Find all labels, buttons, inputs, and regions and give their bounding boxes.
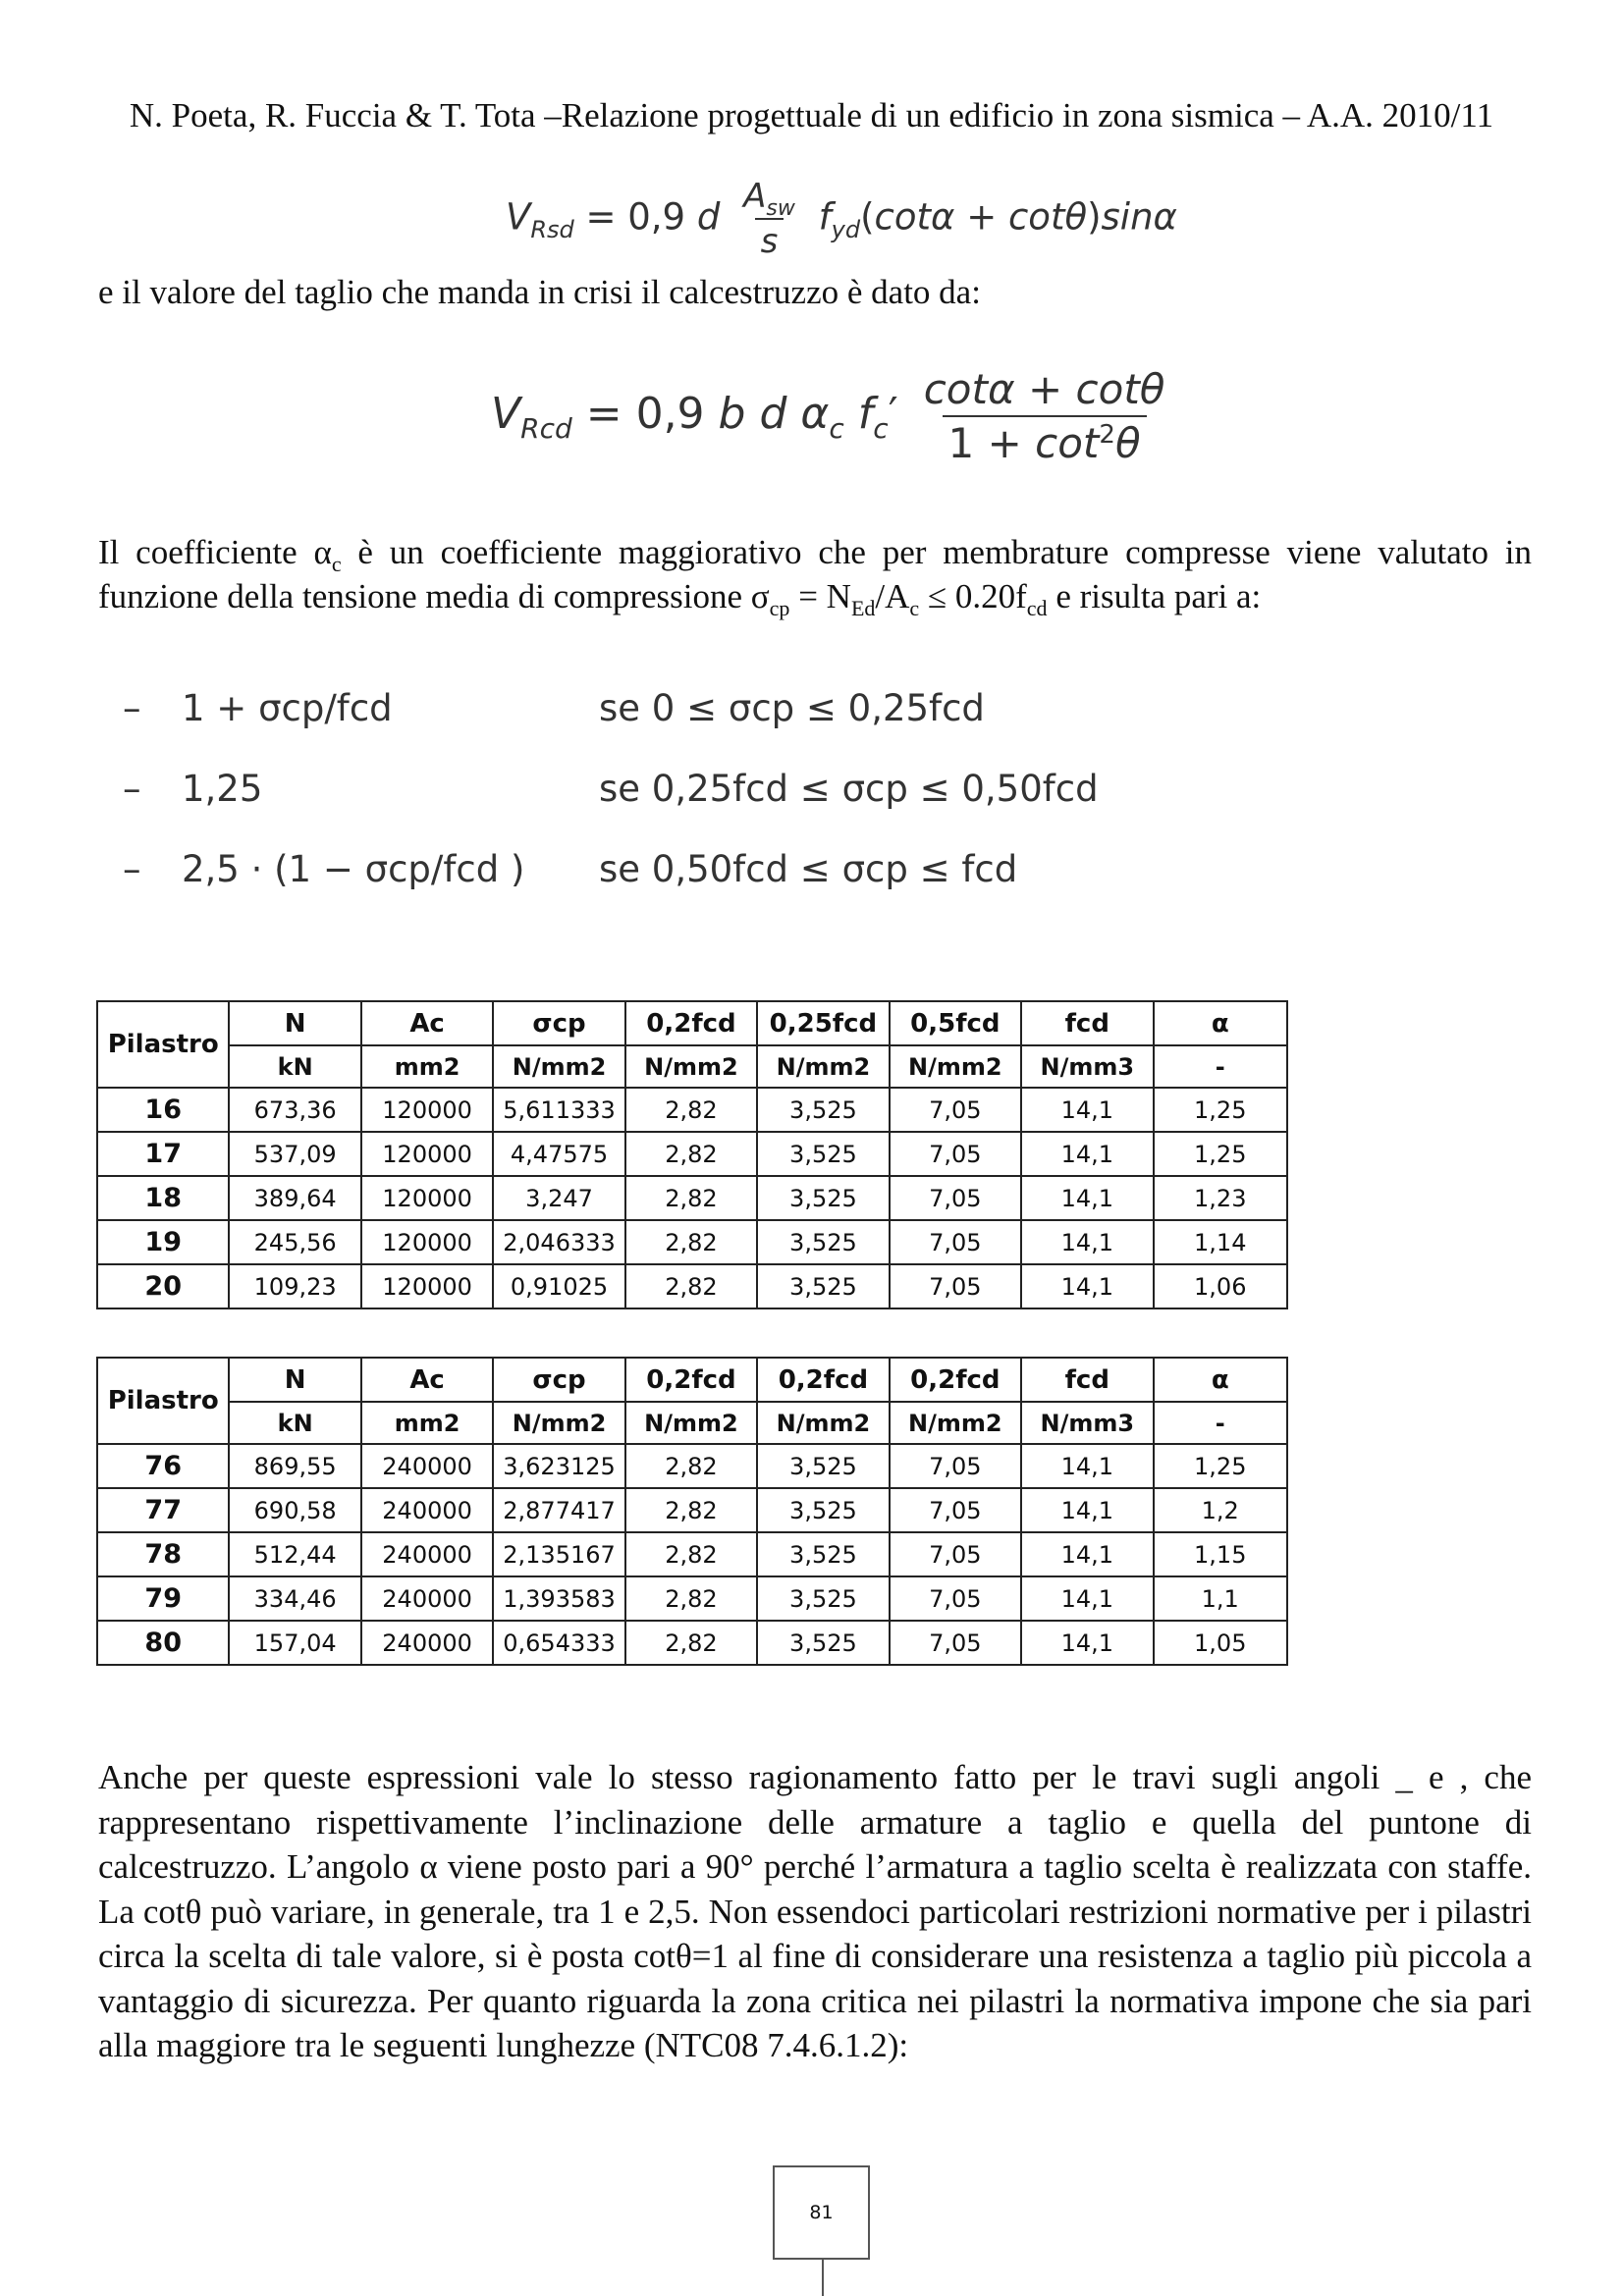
cell: 4,47575 (493, 1132, 624, 1176)
table-row (97, 1488, 1287, 1532)
cell: 2,82 (625, 1488, 757, 1532)
formula-vrcd: $V_{Rcd} = 0,9$ b d $\alpha_c$ $f_c'$ $\frac{\cot\alpha + \cot\theta}{1 + \cot^2\theta}$ (491, 365, 1165, 467)
cell: 120000 (361, 1220, 493, 1264)
table-row (97, 1220, 1287, 1264)
cell: 5,611333 (493, 1088, 624, 1132)
unit-header: kN (229, 1402, 360, 1444)
pillar-id: 77 (97, 1488, 229, 1532)
header-pilastro: Pilastro (97, 1358, 229, 1444)
cell: 120000 (361, 1176, 493, 1220)
unit-header: N/mm2 (625, 1402, 757, 1444)
cell: 537,09 (229, 1132, 360, 1176)
column-header: σcp (493, 1358, 624, 1402)
cell: 3,525 (757, 1488, 889, 1532)
cell: 1,25 (1154, 1444, 1288, 1488)
list-dash: – (123, 687, 141, 729)
cell: 2,82 (625, 1576, 757, 1621)
cell: 7,05 (890, 1088, 1021, 1132)
unit-header: - (1154, 1402, 1288, 1444)
cell: 3,525 (757, 1132, 889, 1176)
cell: 2,046333 (493, 1220, 624, 1264)
unit-header: N/mm3 (1021, 1402, 1153, 1444)
cell: 2,82 (625, 1532, 757, 1576)
cell: 3,525 (757, 1264, 889, 1308)
cell: 0,91025 (493, 1264, 624, 1308)
pillar-id: 20 (97, 1264, 229, 1308)
condition-range: se 0 ≤ σcp ≤ 0,25fcd (599, 687, 985, 729)
cell: 2,82 (625, 1621, 757, 1665)
cell: 512,44 (229, 1532, 360, 1576)
column-header: σcp (493, 1001, 624, 1045)
cell: 109,23 (229, 1264, 360, 1308)
page-header: N. Poeta, R. Fuccia & T. Tota –Relazione progettuale di un edificio in zona sismica – A.A. 2010/11 (129, 96, 1494, 134)
cell: 240000 (361, 1444, 493, 1488)
column-header: α (1154, 1358, 1288, 1402)
cell: 3,525 (757, 1444, 889, 1488)
table-pillars-76-80 (96, 1357, 1288, 1666)
column-header: 0,25fcd (757, 1001, 889, 1045)
column-header: fcd (1021, 1001, 1153, 1045)
cell: 240000 (361, 1576, 493, 1621)
cell: 1,06 (1154, 1264, 1288, 1308)
column-header: 0,5fcd (890, 1001, 1021, 1045)
cell: 2,82 (625, 1444, 757, 1488)
cell: 14,1 (1021, 1488, 1153, 1532)
unit-header: mm2 (361, 1402, 493, 1444)
cell: 240000 (361, 1621, 493, 1665)
column-header: Ac (361, 1001, 493, 1045)
cell: 7,05 (890, 1264, 1021, 1308)
pillar-id: 79 (97, 1576, 229, 1621)
cell: 3,525 (757, 1088, 889, 1132)
list-dash: – (123, 768, 141, 810)
cell: 14,1 (1021, 1176, 1153, 1220)
table-row (97, 1576, 1287, 1621)
condition-expression: 1 + σcp/fcd (182, 687, 393, 729)
cell: 673,36 (229, 1088, 360, 1132)
pillar-id: 17 (97, 1132, 229, 1176)
cell: 7,05 (890, 1220, 1021, 1264)
cell: 2,82 (625, 1220, 757, 1264)
cell: 389,64 (229, 1176, 360, 1220)
cell: 7,05 (890, 1444, 1021, 1488)
unit-header: - (1154, 1045, 1288, 1088)
table-row (97, 1088, 1287, 1132)
cell: 2,82 (625, 1132, 757, 1176)
cell: 690,58 (229, 1488, 360, 1532)
unit-header: N/mm2 (625, 1045, 757, 1088)
table-row (97, 1444, 1287, 1488)
cell: 3,525 (757, 1220, 889, 1264)
cell: 7,05 (890, 1132, 1021, 1176)
cell: 7,05 (890, 1621, 1021, 1665)
cell: 240000 (361, 1532, 493, 1576)
table-row (97, 1132, 1287, 1176)
cell: 120000 (361, 1132, 493, 1176)
pillar-id: 76 (97, 1444, 229, 1488)
cell: 14,1 (1021, 1088, 1153, 1132)
table-row (97, 1621, 1287, 1665)
list-dash: – (123, 848, 141, 890)
cell: 1,23 (1154, 1176, 1288, 1220)
column-header: N (229, 1001, 360, 1045)
cell: 245,56 (229, 1220, 360, 1264)
column-header: 0,2fcd (625, 1001, 757, 1045)
cell: 1,05 (1154, 1621, 1288, 1665)
table-row (97, 1532, 1287, 1576)
cell: 7,05 (890, 1532, 1021, 1576)
cell: 1,393583 (493, 1576, 624, 1621)
cell: 14,1 (1021, 1576, 1153, 1621)
cell: 3,525 (757, 1621, 889, 1665)
unit-header: N/mm3 (1021, 1045, 1153, 1088)
intro-text: e il valore del taglio che manda in crisi il calcestruzzo è dato da: (98, 273, 981, 311)
cell: 14,1 (1021, 1264, 1153, 1308)
cell: 14,1 (1021, 1621, 1153, 1665)
condition-expression: 1,25 (182, 768, 263, 810)
cell: 3,247 (493, 1176, 624, 1220)
cell: 2,82 (625, 1264, 757, 1308)
cell: 334,46 (229, 1576, 360, 1621)
column-header: N (229, 1358, 360, 1402)
unit-header: N/mm2 (757, 1045, 889, 1088)
cell: 3,525 (757, 1576, 889, 1621)
cell: 240000 (361, 1488, 493, 1532)
column-header: 0,2fcd (757, 1358, 889, 1402)
column-header: 0,2fcd (890, 1358, 1021, 1402)
paragraph-alpha-coefficient: Il coefficiente $\alpha_c$ è un coefficiente maggiorativo che per membrature compresse viene valutato in funzione della tensione media di compressione $\sigma_{cp} = N_{Ed}/A_c \le 0.20f_{cd}$ e risulta pari a: (98, 533, 1532, 620)
column-header: fcd (1021, 1358, 1153, 1402)
cell: 1,1 (1154, 1576, 1288, 1621)
cell: 3,525 (757, 1532, 889, 1576)
table-pillars-16-20 (96, 1000, 1288, 1309)
cell: 1,25 (1154, 1088, 1288, 1132)
column-header: 0,2fcd (625, 1358, 757, 1402)
unit-header: N/mm2 (493, 1045, 624, 1088)
cell: 157,04 (229, 1621, 360, 1665)
cell: 0,654333 (493, 1621, 624, 1665)
cell: 3,623125 (493, 1444, 624, 1488)
cell: 2,877417 (493, 1488, 624, 1532)
cell: 1,15 (1154, 1532, 1288, 1576)
unit-header: kN (229, 1045, 360, 1088)
cell: 14,1 (1021, 1532, 1153, 1576)
unit-header: mm2 (361, 1045, 493, 1088)
pillar-id: 18 (97, 1176, 229, 1220)
table-row (97, 1264, 1287, 1308)
pillar-id: 16 (97, 1088, 229, 1132)
formula-vrsd: $V_{Rsd} = 0,9$ d $\frac{A_{sw}}{s}$ $f_{yd}(\cot\alpha + \cot\theta)\sin\alpha$ (506, 177, 1177, 261)
cell: 120000 (361, 1088, 493, 1132)
column-header: Ac (361, 1358, 493, 1402)
paragraph-shear-reasoning: Anche per queste espressioni vale lo stesso ragionamento fatto per le travi sugli angoli _ e , che rappresentano rispettivamente l’inclinazione delle armature a taglio e quella del puntone di calcestruzzo. L’angolo α viene posto pari a 90° perché l’armatura a taglio scelta è realizzata con staffe. La cotθ può variare, in generale, tra 1 e 2,5. Non essendoci particolari restrizioni normative per i pilastri circa la scelta di tale valore, si è posta cotθ=1 al fine di considerare una resistenza a taglio più piccola a vantaggio di sicurezza. Per quanto riguarda la zona critica nei pilastri la normativa impone che sia pari alla maggiore tra le seguenti lunghezze (NTC08 7.4.6.1.2): (98, 1758, 1532, 2064)
cell: 2,82 (625, 1088, 757, 1132)
unit-header: N/mm2 (890, 1402, 1021, 1444)
condition-range: se 0,25fcd ≤ σcp ≤ 0,50fcd (599, 768, 1099, 810)
pillar-id: 80 (97, 1621, 229, 1665)
cell: 1,25 (1154, 1132, 1288, 1176)
unit-header: N/mm2 (890, 1045, 1021, 1088)
cell: 7,05 (890, 1176, 1021, 1220)
cell: 869,55 (229, 1444, 360, 1488)
page-number-divider (822, 2258, 824, 2296)
cell: 14,1 (1021, 1444, 1153, 1488)
cell: 14,1 (1021, 1220, 1153, 1264)
unit-header: N/mm2 (757, 1402, 889, 1444)
cell: 120000 (361, 1264, 493, 1308)
cell: 3,525 (757, 1176, 889, 1220)
pillar-id: 19 (97, 1220, 229, 1264)
column-header: α (1154, 1001, 1288, 1045)
condition-range: se 0,50fcd ≤ σcp ≤ fcd (599, 848, 1018, 890)
cell: 1,14 (1154, 1220, 1288, 1264)
condition-expression: 2,5 · (1 − σcp/fcd ) (182, 848, 525, 890)
page-number: 81 (773, 2165, 870, 2260)
cell: 1,2 (1154, 1488, 1288, 1532)
cell: 7,05 (890, 1576, 1021, 1621)
cell: 14,1 (1021, 1132, 1153, 1176)
cell: 7,05 (890, 1488, 1021, 1532)
cell: 2,135167 (493, 1532, 624, 1576)
header-pilastro: Pilastro (97, 1001, 229, 1088)
cell: 2,82 (625, 1176, 757, 1220)
table-row (97, 1176, 1287, 1220)
pillar-id: 78 (97, 1532, 229, 1576)
unit-header: N/mm2 (493, 1402, 624, 1444)
